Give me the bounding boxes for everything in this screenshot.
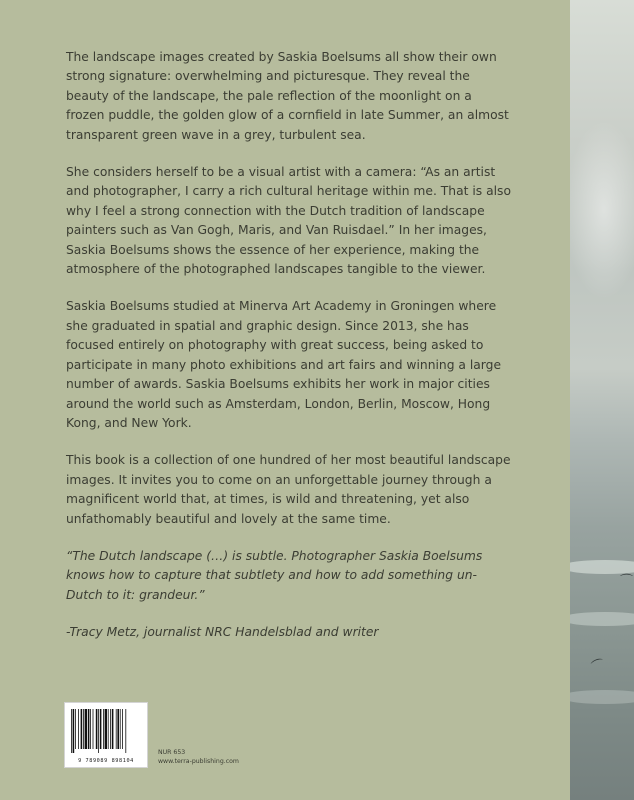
paragraph-2: She considers herself to be a visual artist with a camera: “As an artist and photographer, I carry a rich cultural heritage within me. That is also why I feel a strong connection with the Dutch tradition of landscape painters such as Van Gogh, Maris, and Van Ruisdael.” In her images, Saskia Boelsums shows the essence of her experience, making the atmosphere of the photographed landscapes tangible to the viewer.: [66, 165, 511, 277]
nur-code: NUR 653: [158, 749, 186, 756]
bird-icon: ⌒: [589, 657, 608, 676]
publisher-website: www.terra-publishing.com: [158, 758, 239, 765]
isbn-barcode: [64, 702, 148, 768]
isbn-number: 9 789089 898104: [78, 758, 134, 764]
paragraph-3: Saskia Boelsums studied at Minerva Art Academy in Groningen where she graduated in spatial and graphic design. Since 2013, she has focused entirely on photography with great success, being asked to participate in many photo exhibitions and art fairs and winning a large number of awards. Saskia Boelsums exhibits her work in major cities around the world such as Amsterdam, London, Berlin, Moscow, Hong Kong, and New York.: [66, 299, 502, 430]
paragraph-1: The landscape images created by Saskia Boelsums all show their own strong signature: overwhelming and picturesque. They reveal the beauty of the landscape, the pale reflection of the moonlight on a frozen puddle, the golden glow of a cornfield in late Summer, an almost transparent green wave in a grey, turbulent sea.: [66, 50, 509, 142]
barcode-bars-icon: [71, 709, 143, 753]
publisher-info: [158, 748, 239, 766]
sky-glow: [570, 120, 634, 300]
press-quote: “The Dutch landscape (…) is subtle. Photographer Saskia Boelsums knows how to capture that subtlety and how to add something un-Dutch to it: grandeur.”: [66, 548, 483, 602]
cover-text-block: [66, 48, 512, 661]
seascape-photo-strip: [570, 0, 634, 800]
bird-icon: ⌒: [620, 574, 634, 589]
wave-crest: [570, 560, 634, 574]
wave-crest: [570, 690, 634, 704]
paragraph-4: This book is a collection of one hundred of her most beautiful landscape images. It invites you to come on an unforgettable journey through a magnificent world that, at times, is wild and threatening, yet also unfathomably beautiful and lovely at the same time.: [66, 453, 511, 526]
wave-crest: [570, 612, 634, 626]
quote-attribution: -Tracy Metz, journalist NRC Handelsblad and writer: [66, 625, 379, 640]
